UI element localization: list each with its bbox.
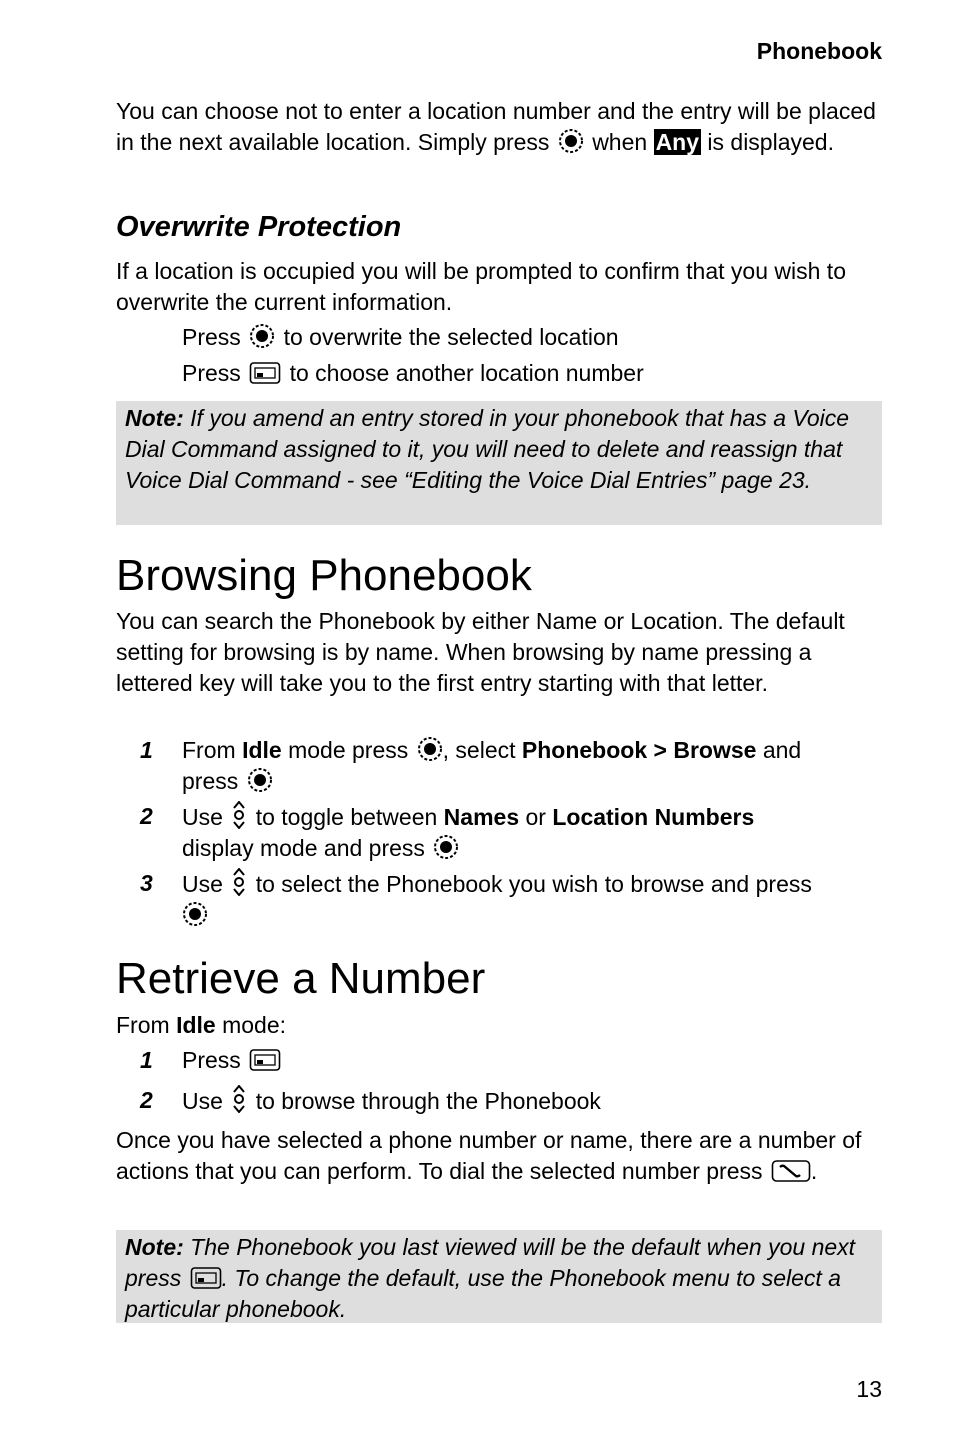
navigation-key-icon [231,868,247,896]
note-box-voice-dial [116,401,882,525]
select-key-icon [417,736,443,762]
press-description: to overwrite the selected location [283,324,619,350]
step-number: 3 [140,870,153,896]
period-text: . [810,1158,818,1184]
overwrite-press-select-line [182,322,619,353]
retrieve-actions-text [116,1125,882,1187]
actions-text: Once you have selected a phone number or name, there are a number of actions that you can perform. To dial the selected number press [116,1127,862,1184]
step-text: and [762,737,802,763]
navigation-key-icon [231,1085,247,1113]
step-text: Use [182,871,223,897]
step-text: Use [182,804,223,830]
note-text: The Phonebook you last viewed will be the default when you next press [125,1234,856,1291]
overwrite-protection-heading: Overwrite Protection [116,211,402,243]
step-text: display mode and press [182,835,425,861]
browsing-text: You can search the Phonebook by either Name or Location. The default setting for browsing is by name. When browsing by name pressing a lettered key will take you to the first entry starting with that letter. [116,608,845,696]
step-text: Press [182,1047,241,1073]
idle-keyword: Idle [176,1012,216,1038]
select-key-icon [247,767,273,793]
left-softkey-icon [190,1266,222,1290]
step-keyword: Idle [242,737,282,763]
step-text: From [182,737,236,763]
press-description: to choose another location number [289,360,644,386]
any-badge: Any [655,129,700,155]
note-text: If you amend an entry stored in your phonebook that has a Voice Dial Command assigned to it, you will need to delete and reassign that Voice Dial Command - see “Editing the Voice Dial Entries” page 23. [125,405,850,493]
step-text: , select [442,737,516,763]
running-header: Phonebook [756,38,882,64]
step-text: press [182,768,239,794]
note-box-default-phonebook [116,1230,882,1323]
retrieve-step-1 [116,1045,882,1076]
step-text: to toggle between [255,804,438,830]
retrieve-from-idle [116,1010,882,1041]
page-number: 13 [856,1376,882,1402]
step-number: 1 [140,1047,153,1073]
retrieve-number-heading: Retrieve a Number [116,954,486,1003]
navigation-key-icon [231,801,247,829]
browsing-step-2 [116,801,882,864]
step-text: or [525,804,546,830]
right-softkey-icon [249,361,281,385]
browsing-step-1 [116,735,882,797]
step-number: 2 [140,803,153,829]
step-keyword: Names [443,804,520,830]
select-key-icon [182,901,208,927]
step-number: 2 [140,1087,153,1113]
retrieve-step-2 [116,1085,882,1117]
mode-text: mode: [222,1012,287,1038]
step-text: to browse through the Phonebook [255,1088,601,1114]
intro-text-1: You can choose not to enter a location number and the entry will be placed in the next available location. Simply press [116,98,876,155]
intro-text-2: when [592,129,648,155]
overwrite-text: If a location is occupied you will be prompted to confirm that you wish to overwrite the current information. [116,258,846,315]
from-text: From [116,1012,170,1038]
browsing-phonebook-heading: Browsing Phonebook [116,551,532,600]
intro-paragraph [116,96,882,158]
step-text: to select the Phonebook you wish to browse and press [255,871,812,897]
left-softkey-icon [249,1048,281,1072]
select-key-icon [433,834,459,860]
note-label: Note: [125,1234,184,1260]
step-text: mode press [288,737,409,763]
call-key-icon [771,1159,811,1183]
intro-text-3: is displayed. [707,129,834,155]
note-label: Note: [125,405,184,431]
overwrite-press-softkey-line [182,358,644,389]
press-label: Press [182,360,241,386]
browsing-step-3 [116,868,882,931]
select-key-icon [558,128,584,154]
step-number: 1 [140,737,153,763]
press-label: Press [182,324,241,350]
note-text: . To change the default, use the Phonebook menu to select a particular phonebook. [125,1265,841,1322]
step-keyword: Phonebook > Browse [521,737,757,763]
step-keyword: Location Numbers [552,804,755,830]
select-key-icon [249,323,275,349]
step-text: Use [182,1088,223,1114]
